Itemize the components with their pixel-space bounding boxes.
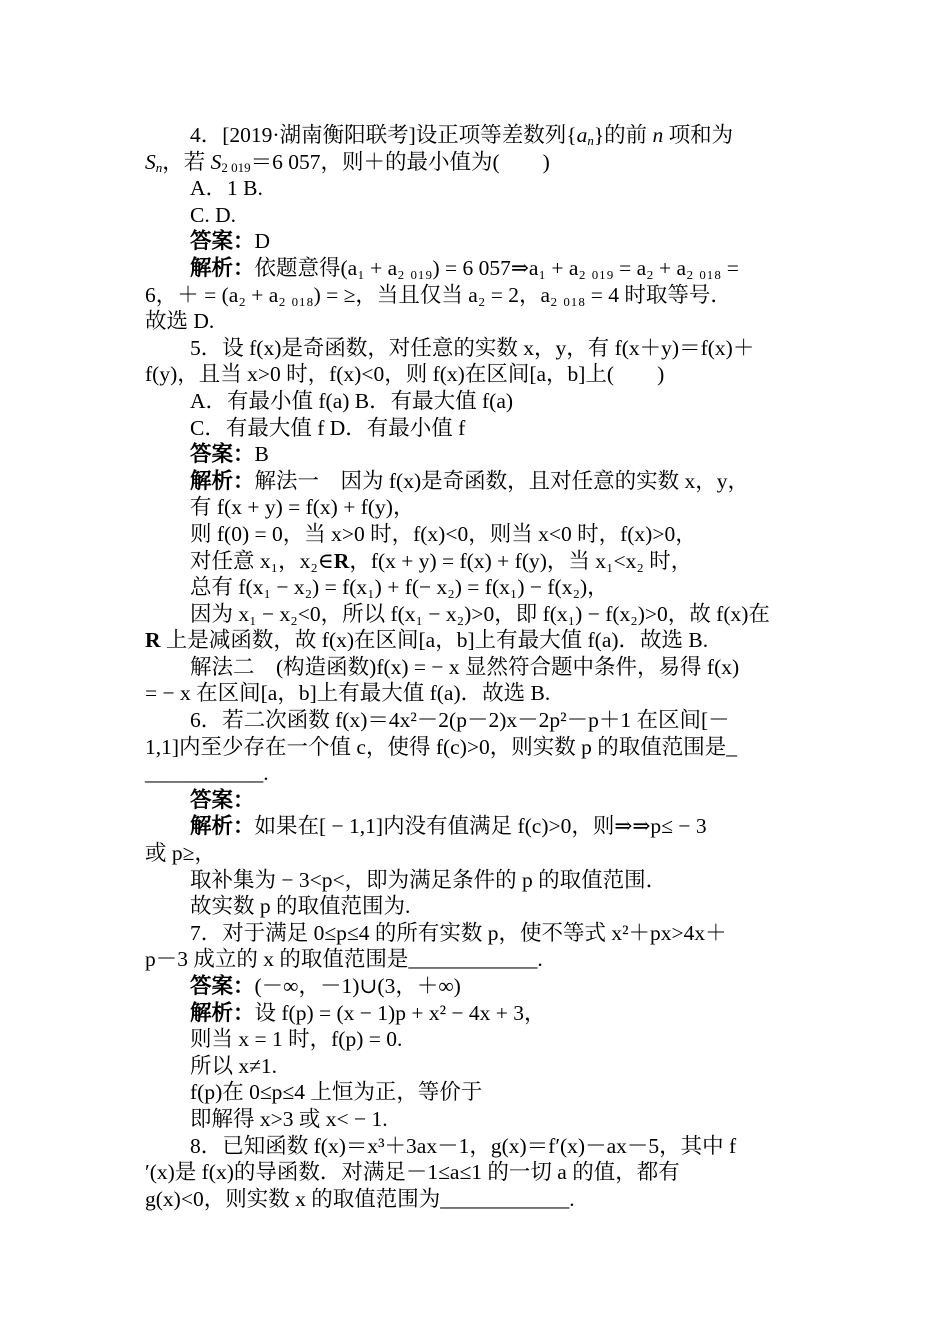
problem-4-analysis-line3: 故选 D.	[145, 309, 215, 334]
problem-4-stem-prefix: 4．[2019·湖南衡阳联考]设正项等差数列{	[190, 123, 577, 147]
problem-6-analysis-line2: 或 p≥，	[145, 841, 216, 866]
problem-5-analysis-line3: 则 f(0) = 0，当 x>0 时，f(x)<0，则当 x<0 时，f(x)>0，	[190, 521, 697, 546]
problem-6-answer	[145, 787, 807, 814]
problem-7-analysis-line1	[145, 1000, 807, 1027]
problem-4-options-ab: A．1 B.	[190, 176, 263, 201]
problem-4-var-S2: S	[210, 149, 222, 174]
answer-label: 答案：	[190, 442, 255, 467]
answer-label: 答案：	[190, 229, 255, 254]
problem-6-stem-line3: ___________.	[145, 761, 269, 786]
reals-symbol: R	[333, 548, 350, 573]
problem-7-analysis-line3: 所以 x≠1.	[190, 1053, 278, 1078]
analysis-label: 解析：	[190, 1000, 255, 1025]
problem-4-options-cd: C. D.	[190, 202, 236, 227]
problem-5-analysis-line1	[145, 468, 807, 495]
problem-4-var-n: n	[652, 123, 664, 147]
problem-4-sub-n2: n	[155, 159, 163, 175]
problem-8-stem-line2: ′(x)是 f(x)的导函数．对满足－1≤a≤1 的一切 a 的值，都有	[145, 1160, 680, 1185]
problem-7-analysis-line2: 则当 x = 1 时，f(p) = 0.	[190, 1027, 403, 1052]
analysis-label: 解析：	[190, 468, 255, 493]
problem-5-analysis-line8: 解法二 (构造函数)f(x) = − x 显然符合题中条件，易得 f(x)	[190, 654, 740, 679]
analysis-text: 如果在[ − 1,1]内没有值满足 f(c)>0，则⇒⇒p≤ − 3	[254, 814, 707, 839]
problem-4-sub-n: n	[587, 133, 594, 148]
reals-symbol: R	[145, 628, 161, 653]
problem-7-stem-line1: 7．对于满足 0≤p≤4 的所有实数 p，使不等式 x²＋px>4x＋	[190, 920, 727, 945]
problem-7-analysis-line5: 即解得 x>3 或 x< − 1.	[190, 1106, 388, 1131]
problem-4-answer	[145, 228, 807, 255]
answer-value: (－∞，－1)∪(3，＋∞)	[254, 974, 461, 998]
problem-5-analysis-line9: = − x 在区间[a，b]上有最大值 f(a)．故选 B.	[145, 681, 551, 706]
problem-6-analysis-line4: 故实数 p 的取值范围为.	[190, 894, 411, 919]
problem-6-analysis-line1	[145, 813, 807, 840]
analysis-text: 设 f(p) = (x − 1)p + x² − 4x + 3，	[254, 1000, 546, 1025]
problem-4-stem-mid: }的前	[593, 123, 648, 147]
problem-4-var-a: a	[576, 123, 588, 147]
problem-4-stem-suffix: 项和为	[668, 123, 734, 147]
problem-5-analysis-line2: 有 f(x + y) = f(x) + f(y)，	[190, 495, 415, 520]
problem-5-options-ab: A．有最小值 f(a) B．有最大值 f(a)	[190, 388, 514, 413]
problem-6-stem-line1: 6．若二次函数 f(x)＝4x²－2(p－2)x－2p²－p＋1 在区间[－	[190, 708, 730, 733]
analysis-text: 解法一 因为 f(x)是奇函数，且对任意的实数 x，y，	[254, 468, 749, 493]
problem-8-stem-line3: g(x)<0，则实数 x 的取值范围为____________.	[145, 1186, 575, 1211]
problem-6-stem-line2: 1,1]内至少存在一个值 c，使得 f(c)>0，则实数 p 的取值范围是_	[145, 734, 737, 759]
problem-5-stem-line2: f(y)，且当 x>0 时，f(x)<0，则 f(x)在区间[a，b]上( )	[145, 362, 665, 387]
problem-5-analysis-line5: 总有 f(x₁ − x₂) = f(x₁) + f(− x₂) = f(x₁) − f(x₂)，	[190, 575, 609, 600]
problem-7-answer	[145, 973, 807, 1000]
problem-4-analysis-line2: 6，＋ = (a₂ + a₂ ₀₁₈) = ≥，当且仅当 a₂ = 2，a₂ ₀₁₈ = 4 时取等号．	[145, 282, 732, 307]
problem-5-options-cd: C．有最大值 f D．有最小值 f	[190, 415, 466, 440]
problem-4-analysis-line1	[145, 255, 807, 282]
problem-4-stem	[145, 122, 807, 149]
problem-6-analysis-line3: 取补集为 − 3<p<，即为满足条件的 p 的取值范围．	[190, 867, 668, 892]
analysis-label: 解析：	[190, 255, 255, 280]
analysis-text: 上是减函数，故 f(x)在区间[a，b]上有最大值 f(a)．故选 B.	[160, 628, 709, 653]
problem-7-stem-line2: p－3 成立的 x 的取值范围是____________.	[145, 947, 543, 972]
analysis-label: 解析：	[190, 814, 255, 839]
problem-5-answer	[145, 441, 807, 468]
problem-8-stem-line1: 8．已知函数 f(x)＝x³＋3ax－1，g(x)＝f′(x)－ax－5，其中 f	[190, 1133, 737, 1158]
document-body	[145, 122, 807, 1212]
problem-5-stem-line1: 5．设 f(x)是奇函数，对任意的实数 x，y，有 f(x＋y)＝f(x)＋	[190, 335, 755, 360]
problem-4-var-S: S	[145, 149, 156, 174]
answer-value: D	[254, 229, 271, 254]
answer-value: B	[254, 442, 269, 467]
analysis-text: 对任意 x₁，x₂∈	[190, 548, 334, 573]
answer-label: 答案：	[190, 787, 255, 812]
problem-4-sub-2019: 2 019	[221, 159, 251, 175]
analysis-text: 依题意得(a₁ + a₂ ₀₁₉) = 6 057⇒a₁ + a₂ ₀₁₉ = a₂ + a₂ ₀₁₈ =	[254, 255, 739, 280]
problem-4-stem-line2	[145, 149, 807, 176]
problem-4-stem-rest: ＝6 057，则＋的最小值为( )	[250, 149, 550, 174]
problem-7-analysis-line4: f(p)在 0≤p≤4 上恒为正，等价于	[190, 1080, 483, 1105]
problem-4-comma: ，若	[162, 149, 206, 174]
answer-label: 答案：	[190, 974, 255, 998]
problem-5-analysis-line4	[145, 548, 807, 575]
problem-5-analysis-line7	[145, 627, 807, 654]
problem-5-analysis-line6: 因为 x₁ − x₂<0，所以 f(x₁ − x₂)>0，即 f(x₁) − f(x₂)>0，故 f(x)在	[190, 601, 770, 626]
analysis-text: ，f(x + y) = f(x) + f(y)，当 x₁<x₂ 时，	[349, 548, 693, 573]
